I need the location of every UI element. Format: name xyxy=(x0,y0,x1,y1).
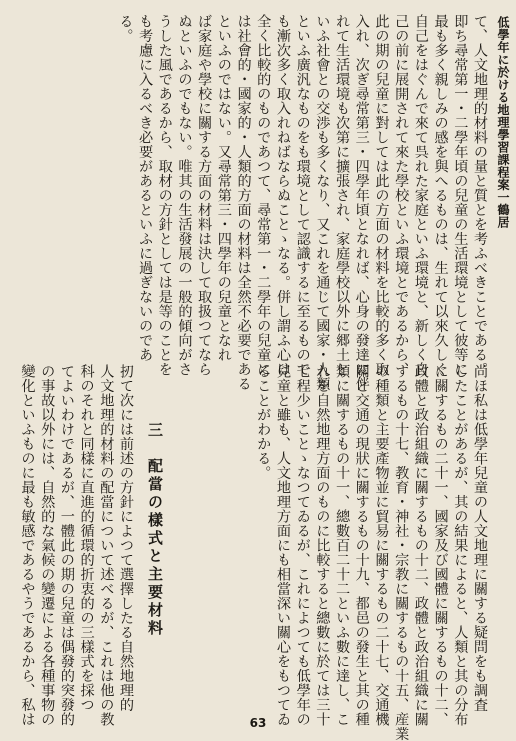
text-line: も考慮に入るべき必要があるといふに過ぎないのであ xyxy=(137,14,154,362)
text-line: る。 xyxy=(117,14,134,43)
text-line: ることがわかる。 xyxy=(255,364,272,480)
text-line: は社會的・國家的・人類的方面の材料は全然不必要である xyxy=(235,14,252,391)
text-line: 扨て次には前述の方針によつて選擇したる自然地理的 xyxy=(118,364,134,712)
text-line: て、人文地理的材料の量と質とを考ふべきことである。 xyxy=(472,14,488,377)
text-line: 科のそれと同樣に直進的循環的折衷的の三樣式を採つ xyxy=(78,364,95,712)
text-line: 入れ、次ぎ尋常第三・四學年頃となれば、心身の發達に伴 xyxy=(353,14,370,391)
text-line: うした風であるから、取材の方針としては是等のことを xyxy=(156,14,173,377)
text-line: 己の前に展開されて來た學校といふ環境とであるから、 xyxy=(393,14,410,377)
text-line: も漸次多く取入れねばならぬことゝなる。併し謂ふ心は xyxy=(274,14,291,377)
page-number: 63 xyxy=(249,716,267,730)
upper-text-block xyxy=(115,14,489,391)
text-line: れて生活環境も次第に擴張され、家庭學校以外に郷土と xyxy=(334,14,351,377)
text-line: 兒童と雖も、人文地理方面にも相當深い關心をもつてゐ xyxy=(274,364,291,727)
section-heading: 三 配當の樣式と主要材料 xyxy=(146,422,164,638)
text-line: したことがあるが、其の結果によると、人類と其の分布 xyxy=(452,364,469,727)
text-line: ば家庭や學校に關する方面の材料は決して取扱つてなら xyxy=(196,14,213,377)
text-line: 尚ほ私は低學年兒童の人文地理に關する疑問をも調査 xyxy=(472,364,488,712)
text-line: の種類と主要產物並に貿易に關するもの二十七、交通機 xyxy=(373,364,390,727)
text-line: するもの十七、教育・神社・宗教に關するもの十五、産業 xyxy=(393,364,410,741)
text-line: てよいわけであるが、一體此の期の兒童は偶發的突發的 xyxy=(58,364,75,727)
text-line: 類に關するもの十一、總數百二十二といふ數に達し、こ xyxy=(334,364,351,727)
text-line: 七程少いことゝなつてゐるが、これによつても低學年の xyxy=(294,364,311,727)
text-line: といふ廣汎なものをも環境として認識するに至るもので xyxy=(294,14,311,377)
lower-left-text-block xyxy=(17,364,135,727)
text-line: いふ社會との交渉も多くなり、又これを通じて國家・人類 xyxy=(314,14,331,391)
text-line: 全く比較的のものであつて、尋常第一・二學年の兒童に xyxy=(255,14,272,377)
text-line: に關するもの二十一、國家及び國體に關するもの十二、 xyxy=(432,364,449,727)
text-line: 關と交通の現狀に關するもの十九、都邑の發生と其の種 xyxy=(353,364,370,727)
text-line: れを自然地理方面のものに比較すると總數に於ては三十 xyxy=(314,364,331,727)
text-line: 最も多く親しみの感を與へるものは、生れて以來久しく xyxy=(432,14,449,377)
text-line: ぬといふのでもない。唯其の生活發展の一般的傾向がさ xyxy=(176,14,193,377)
text-line: の事故以外には、自然的な氣候の變遷による各種事物の xyxy=(39,364,56,727)
text-line: 變化といふものに最も敏感であるやうであるから、私は xyxy=(19,364,36,727)
text-line: 自己をはぐんで來て呉れた家庭といふ環境と、新しく自 xyxy=(412,14,429,377)
text-line: 即ち尋常第一・二學年頃の兒童の生活環境として彼等に xyxy=(452,14,469,377)
text-line: 政體と政治組織に關するもの十二、政體と政治組織に關 xyxy=(412,364,429,727)
text-line: 此の期の兒童に對しては此の方面の材料を比較的多く取 xyxy=(373,14,390,377)
text-line: 人文地理的材料の配當について述べるが、これは他の教 xyxy=(98,364,115,727)
text-line: といふのではない。又尋常第三・四學年の兒童となれ xyxy=(215,14,232,362)
running-head: 低學年に於ける地理學習課程案一鶴居 xyxy=(496,16,510,229)
